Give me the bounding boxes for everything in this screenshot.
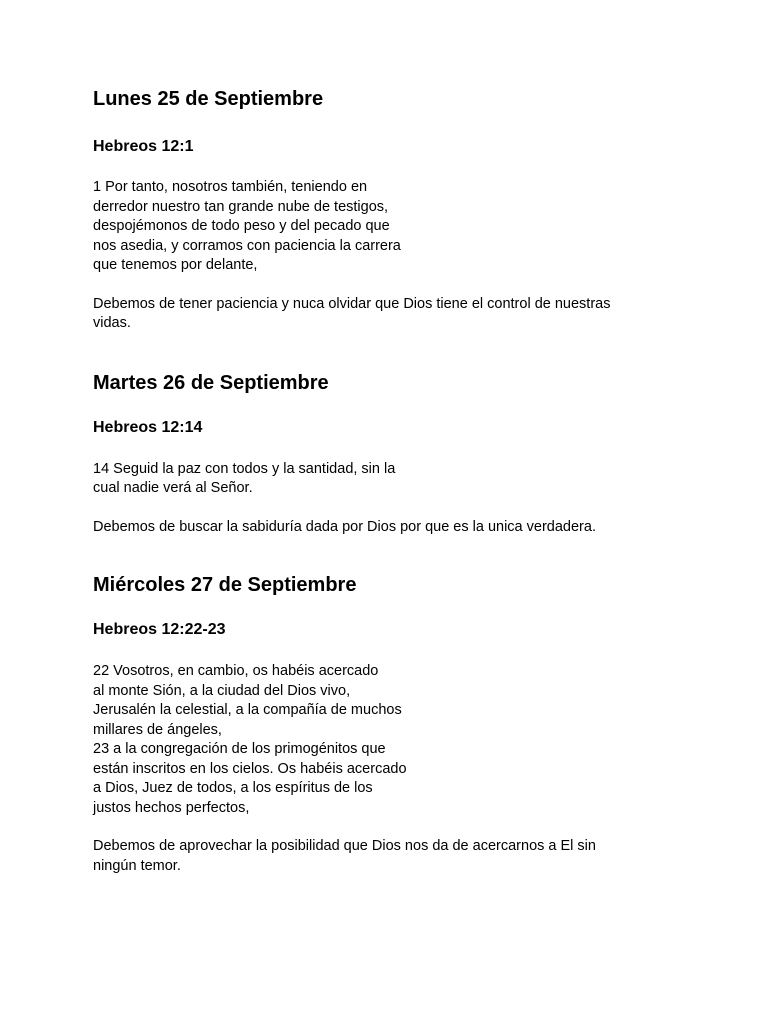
verse-line: cual nadie verá al Señor. xyxy=(93,480,253,496)
scripture-reference: Hebreos 12:1 xyxy=(93,138,194,155)
verse-line: 14 Seguid la paz con todos y la santidad, sin la xyxy=(93,460,396,477)
reflection-line: Debemos de tener paciencia y nuca olvidar que Dios tiene el control de nuestras xyxy=(93,295,611,312)
verse-line: Jerusalén la celestial, a la compañía de muchos xyxy=(93,702,402,718)
reflection-line: Debemos de aprovechar la posibilidad que Dios nos da de acercarnos a El sin xyxy=(93,838,596,854)
verse-line: 22 Vosotros, en cambio, os habéis acercado xyxy=(93,663,379,679)
verse-line: están inscritos en los cielos. Os habéis acercado xyxy=(93,760,407,777)
verse-line: que tenemos por delante, xyxy=(93,257,258,273)
scripture-reference: Hebreos 12:22-23 xyxy=(93,621,226,638)
verse-text xyxy=(93,460,673,499)
day-title: Martes 26 de Septiembre xyxy=(93,371,329,394)
reflection-text xyxy=(93,837,673,876)
verse-line: despojémonos de todo peso y del pecado que xyxy=(93,218,390,234)
day-title: Lunes 25 de Septiembre xyxy=(93,88,324,110)
verse-line: derredor nuestro tan grande nube de testigos, xyxy=(93,198,389,215)
verse-line: nos asedia, y corramos con paciencia la carrera xyxy=(93,237,401,254)
verse-text xyxy=(93,178,673,276)
scripture-reference: Hebreos 12:14 xyxy=(93,418,203,436)
reflection-text xyxy=(93,518,673,538)
verse-text xyxy=(93,662,673,818)
verse-line: 23 a la congregación de los primogénitos que xyxy=(93,741,386,757)
verse-line: al monte Sión, a la ciudad del Dios vivo, xyxy=(93,682,351,699)
verse-line: a Dios, Juez de todos, a los espíritus de los xyxy=(93,780,373,796)
document-page xyxy=(93,84,673,876)
reflection-line: vidas. xyxy=(93,315,131,331)
verse-line: millares de ángeles, xyxy=(93,721,222,738)
reflection-line: ningún temor. xyxy=(93,857,181,874)
day-title: Miércoles 27 de Septiembre xyxy=(93,574,357,596)
reflection-line: Debemos de buscar la sabiduría dada por Dios por que es la unica verdadera. xyxy=(93,518,596,535)
reflection-text xyxy=(93,295,673,334)
devotional-entry xyxy=(93,84,673,334)
devotional-entry xyxy=(93,570,673,876)
devotional-entry xyxy=(93,368,673,538)
verse-line: justos hechos perfectos, xyxy=(93,799,250,816)
verse-line: 1 Por tanto, nosotros también, teniendo en xyxy=(93,179,368,195)
